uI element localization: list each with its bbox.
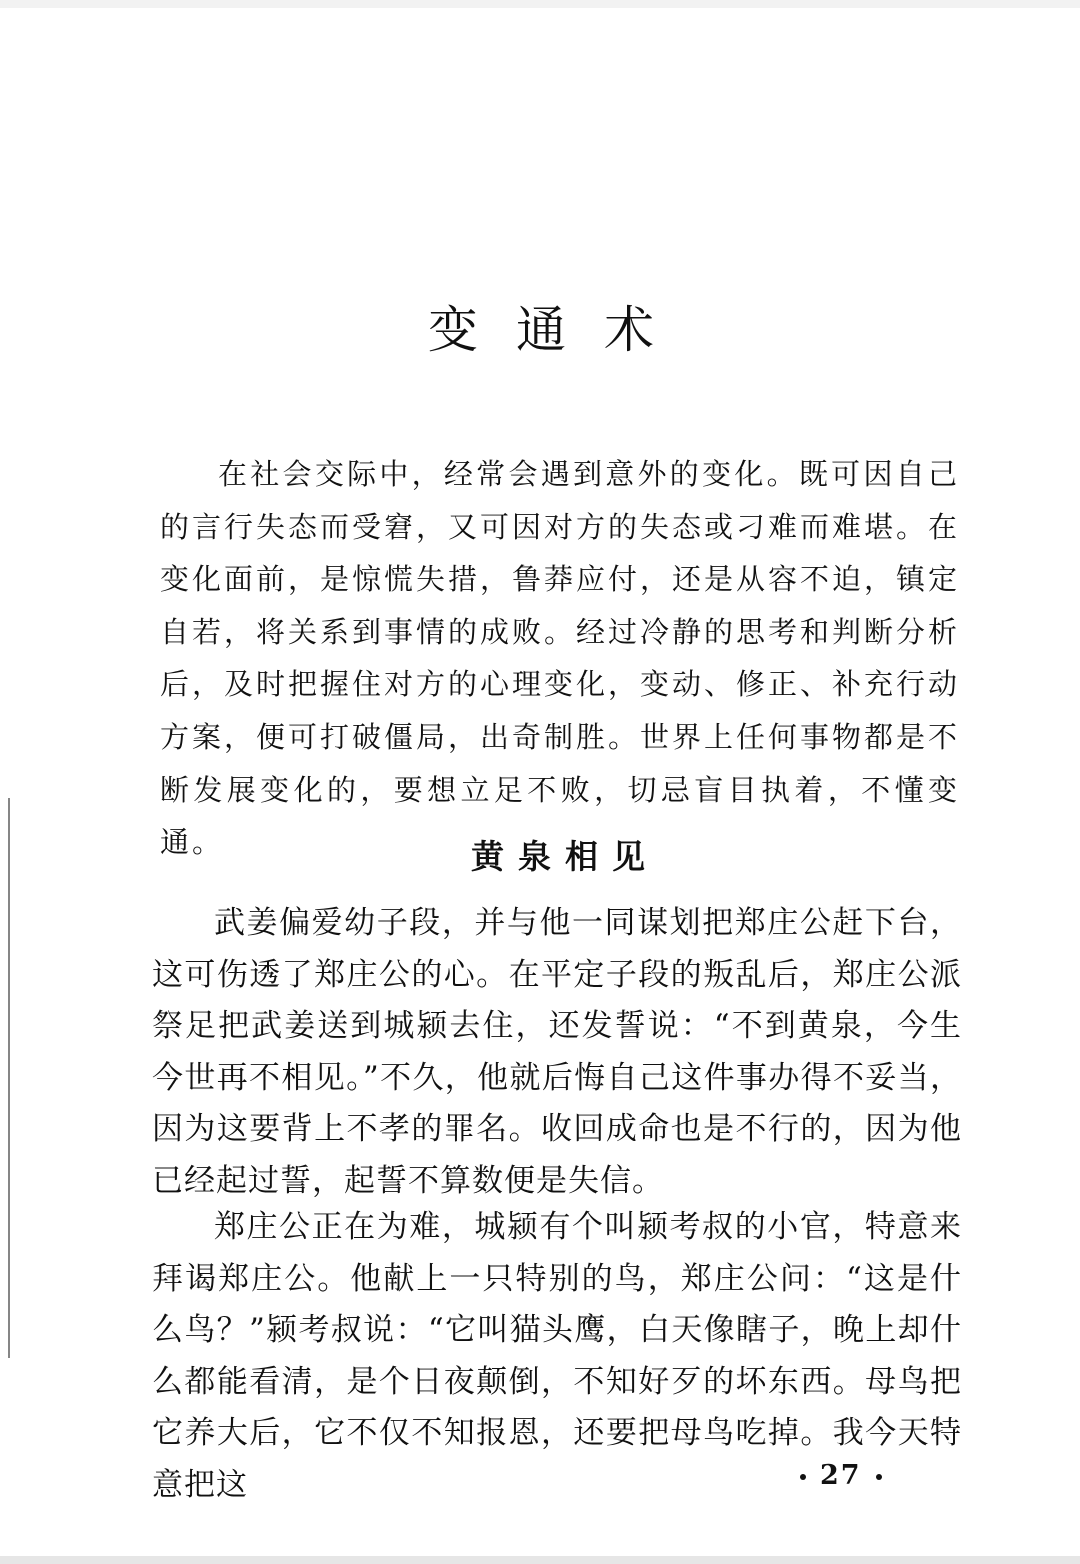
- body-paragraph: 郑庄公正在为难，城颍有个叫颍考叔的小官，特意来拜谒郑庄公。他献上一只特别的鸟，郑庄公问：“这是什么鸟？”颍考叔说：“它叫猫头鹰，白天像瞎子，晚上却什么都能看清，是个日夜颠倒，不知好歹的坏东西。母鸟把它养大后，它不仅不知报恩，还要把母鸟吃掉。我今天特意把这: [152, 1209, 962, 1503]
- chapter-title: 变通术: [428, 301, 692, 359]
- intro-paragraph: 在社会交际中，经常会遇到意外的变化。既可因自己的言行失态而受窘，又可因对方的失态或刁难而难堪。在变化面前，是惊慌失措，鲁莽应付，还是从容不迫，镇定自若，将关系到事情的成败。经过冷静的思考和判断分析后，及时把握住对方的心理变化，变动、修正、补充行动方案，便可打破僵局，出奇制胜。世界上任何事物都是不断发展变化的，要想立足不败，切忌盲目执着，不懂变通。: [160, 457, 961, 860]
- page-number-dot-left: [800, 1474, 806, 1480]
- scan-bottom-margin: [0, 1556, 1080, 1564]
- page-number-dot-right: [876, 1474, 882, 1480]
- book-page: [0, 8, 1080, 1556]
- page-number: [786, 1460, 896, 1491]
- body-paragraph: 武姜偏爱幼子段，并与他一同谋划把郑庄公赶下台，这可伤透了郑庄公的心。在平定子段的叛乱后，郑庄公派祭足把武姜送到城颍去住，还发誓说：“不到黄泉，今生今世再不相见。”不久，他就后悔自己这件事办得不妥当，因为这要背上不孝的罪名。收回成命也是不行的，因为他已经起过誓，起誓不算数便是失信。: [152, 905, 962, 1199]
- scan-edge-shadow: [8, 798, 10, 1358]
- page-number-value: 27: [820, 1460, 862, 1491]
- section-title: 黄泉相见: [471, 837, 659, 876]
